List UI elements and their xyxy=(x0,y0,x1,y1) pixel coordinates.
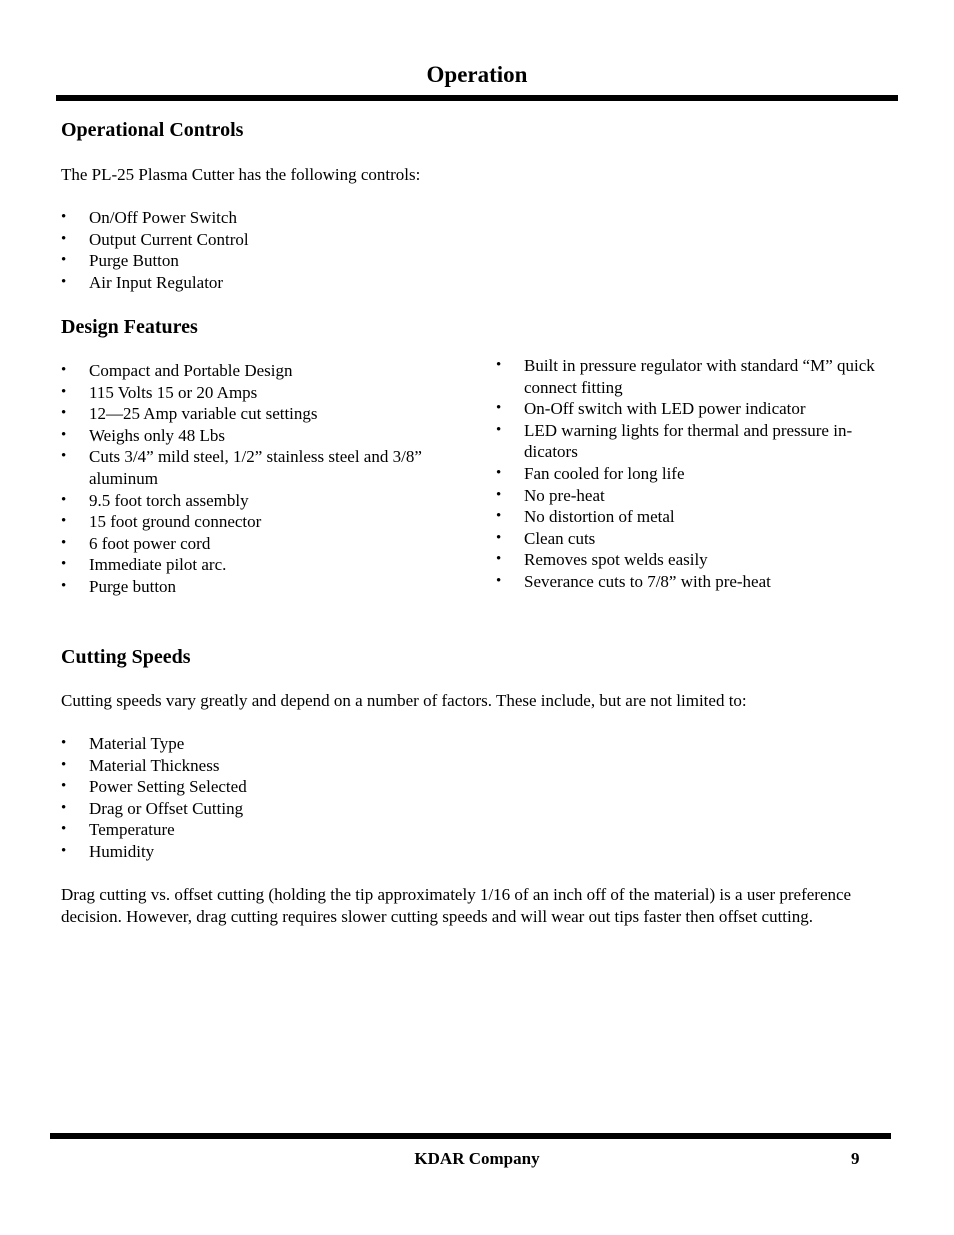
design-features-heading: Design Features xyxy=(61,316,198,338)
cutting-speeds-closing-paragraph: Drag cutting vs. offset cutting (holding the tip approximately 1/16 of an inch off of the material) is a user preference decision. However, drag cutting requires slower cutting speeds and will wear out tips faster then offset cutting. xyxy=(61,885,852,926)
list-item: • Fan cooled for long life xyxy=(496,463,888,485)
list-item: • LED warning lights for thermal and pressure in-dicators xyxy=(496,420,888,463)
operational-controls-heading: Operational Controls xyxy=(61,119,244,141)
footer-company: KDAR Company xyxy=(414,1149,540,1168)
list-item: • Purge Button xyxy=(61,250,481,272)
list-item: • Cuts 3/4” mild steel, 1/2” stainless steel and 3/8” aluminum xyxy=(61,446,426,489)
list-item: • Power Setting Selected xyxy=(61,776,481,798)
list-item: • Clean cuts xyxy=(496,528,888,550)
list-item: • Built in pressure regulator with standard “M” quick connect fitting xyxy=(496,355,888,398)
list-item: • Removes spot welds easily xyxy=(496,549,888,571)
list-item: • No distortion of metal xyxy=(496,506,888,528)
header-rule xyxy=(56,95,898,101)
list-item: • Material Type xyxy=(61,733,481,755)
list-item: • Weighs only 48 Lbs xyxy=(61,425,426,447)
page-title: Operation xyxy=(426,62,528,87)
cutting-speeds-heading: Cutting Speeds xyxy=(61,646,191,668)
list-item: • Immediate pilot arc. xyxy=(61,554,426,576)
list-item: • Air Input Regulator xyxy=(61,272,481,294)
list-item: • 12—25 Amp variable cut settings xyxy=(61,403,426,425)
list-item: • On/Off Power Switch xyxy=(61,207,481,229)
list-item: • Material Thickness xyxy=(61,755,481,777)
design-features-left-list xyxy=(61,360,426,598)
page-number: 9 xyxy=(851,1149,860,1168)
list-item: • Drag or Offset Cutting xyxy=(61,798,481,820)
list-item: • 115 Volts 15 or 20 Amps xyxy=(61,382,426,404)
list-item: • On-Off switch with LED power indicator xyxy=(496,398,888,420)
list-item: • 15 foot ground connector xyxy=(61,511,426,533)
list-item: • Humidity xyxy=(61,841,481,863)
cutting-speeds-intro: Cutting speeds vary greatly and depend on a number of factors. These include, but are not limited to: xyxy=(61,691,747,710)
footer-rule xyxy=(50,1133,891,1139)
list-item: • Output Current Control xyxy=(61,229,481,251)
list-item: • Temperature xyxy=(61,819,481,841)
operational-controls-intro: The PL-25 Plasma Cutter has the following controls: xyxy=(61,165,421,184)
list-item: • No pre-heat xyxy=(496,485,888,507)
list-item: • Compact and Portable Design xyxy=(61,360,426,382)
operational-controls-list xyxy=(61,207,481,293)
list-item: • Purge button xyxy=(61,576,426,598)
design-features-right-list xyxy=(496,355,888,593)
list-item: • Severance cuts to 7/8” with pre-heat xyxy=(496,571,888,593)
list-item: • 6 foot power cord xyxy=(61,533,426,555)
list-item: • 9.5 foot torch assembly xyxy=(61,490,426,512)
cutting-speeds-list xyxy=(61,733,481,863)
